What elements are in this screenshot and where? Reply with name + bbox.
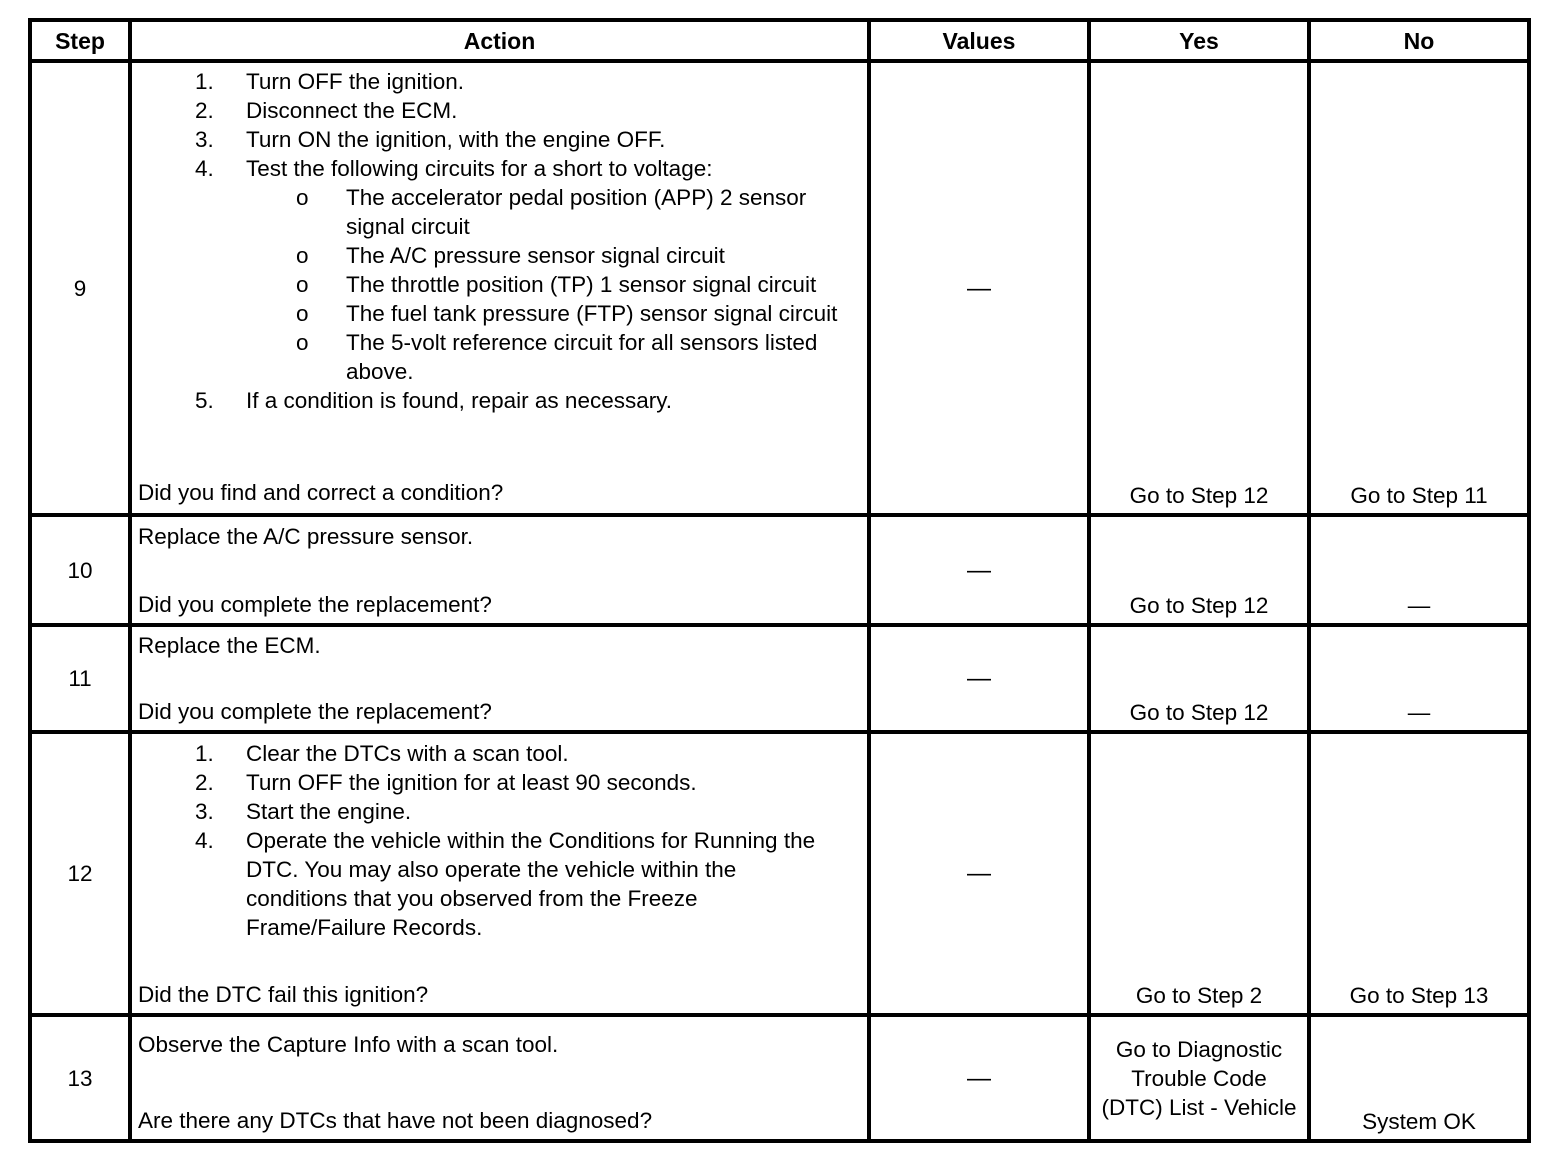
sub-list-item: o The accelerator pedal position (APP) 2 sensor signal circuit [296, 185, 807, 239]
action-cell [130, 739, 869, 1013]
step-number: 11 [68, 666, 92, 691]
action-text: Replace the A/C pressure sensor. [138, 524, 474, 549]
step-number: 12 [67, 861, 93, 886]
list-item: 4. Operate the vehicle within the Conditions for Running the DTC. You may also operate the vehicle within the conditions that you observed from the Freeze Frame/Failure Records. [195, 828, 816, 940]
yes-cell: Go to Step 12 [1129, 593, 1269, 618]
values-cell: — [967, 556, 991, 584]
list-item: 1. Turn OFF the ignition. [195, 69, 465, 94]
question-text: Did you complete the replacement? [138, 699, 492, 724]
no-cell: — [1407, 700, 1431, 725]
step-number: 9 [73, 275, 87, 301]
yes-cell: Go to Step 2 [1135, 983, 1263, 1008]
action-text: Observe the Capture Info with a scan tool. [138, 1032, 559, 1057]
list-item: 2. Disconnect the ECM. [195, 98, 458, 123]
sub-list-item: o The fuel tank pressure (FTP) sensor signal circuit [296, 301, 838, 326]
question-text: Did you complete the replacement? [138, 592, 492, 617]
values-cell: — [967, 274, 991, 302]
yes-cell: Go to Diagnostic Trouble Code (DTC) List - Vehicle [1101, 1037, 1297, 1120]
list-item: 1. Clear the DTCs with a scan tool. [195, 741, 569, 766]
sub-list-item: o The A/C pressure sensor signal circuit [296, 243, 725, 268]
list-item: 3. Start the engine. [195, 799, 412, 824]
yes-cell: Go to Step 12 [1129, 700, 1269, 725]
action-text: Replace the ECM. [138, 633, 321, 658]
values-cell: — [967, 665, 991, 692]
no-cell: System OK [1362, 1109, 1476, 1134]
no-cell: — [1407, 593, 1431, 618]
no-cell: Go to Step 11 [1350, 483, 1488, 508]
header-action: Action [463, 28, 536, 54]
question-text: Did you find and correct a condition? [138, 480, 504, 505]
header-no: No [1403, 28, 1435, 54]
values-cell: — [967, 1064, 991, 1092]
sub-list-item: o The throttle position (TP) 1 sensor signal circuit [296, 272, 817, 297]
list-item: 3. Turn ON the ignition, with the engine OFF. [195, 127, 666, 152]
action-cell [130, 1030, 869, 1139]
action-cell [130, 518, 869, 623]
step-number: 10 [67, 557, 93, 583]
question-text: Are there any DTCs that have not been diagnosed? [138, 1108, 653, 1133]
no-cell: Go to Step 13 [1349, 983, 1489, 1008]
list-item: 5. If a condition is found, repair as necessary. [195, 388, 673, 413]
step-number: 13 [67, 1065, 93, 1091]
list-item: 2. Turn OFF the ignition for at least 90 seconds. [195, 770, 697, 795]
action-cell [130, 627, 869, 730]
values-cell: — [967, 860, 991, 887]
list-item: 4. Test the following circuits for a short to voltage: [195, 156, 713, 181]
action-cell [130, 67, 869, 511]
header-values: Values [942, 28, 1016, 54]
header-yes: Yes [1179, 28, 1219, 54]
sub-list-item: o The 5-volt reference circuit for all sensors listed above. [296, 330, 818, 384]
header-step: Step [55, 28, 105, 54]
yes-cell: Go to Step 12 [1129, 483, 1269, 508]
question-text: Did the DTC fail this ignition? [138, 982, 429, 1007]
